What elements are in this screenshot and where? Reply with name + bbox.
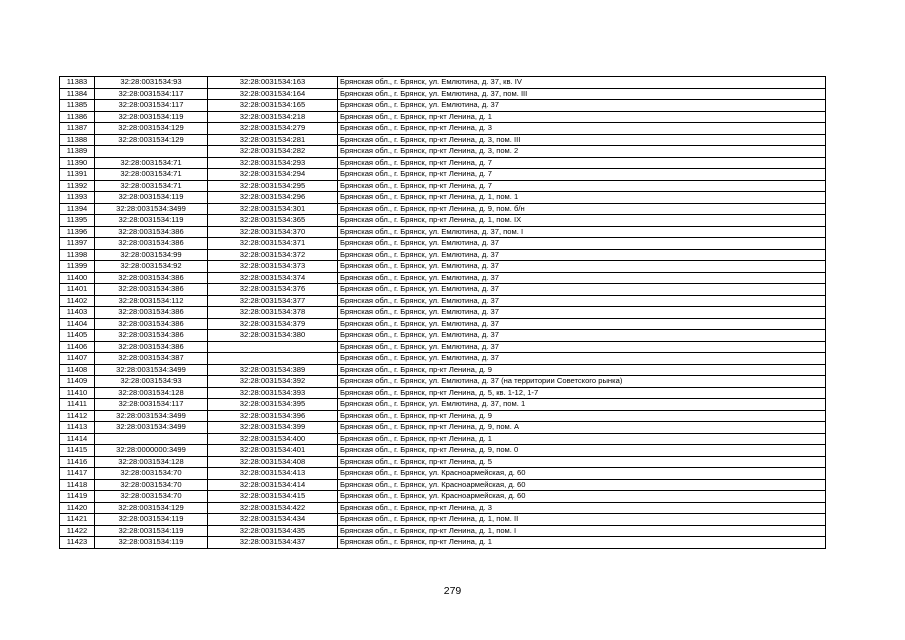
object-cadastral-number-cell: 32:28:0031534:408 <box>208 456 338 468</box>
table-row <box>60 295 826 307</box>
row-number-cell: 11395 <box>60 215 95 227</box>
row-number-cell: 11416 <box>60 456 95 468</box>
row-number-cell: 11401 <box>60 284 95 296</box>
table-row <box>60 399 826 411</box>
parent-cadastral-number-cell: 32:28:0031534:99 <box>95 249 208 261</box>
object-cadastral-number-cell: 32:28:0031534:395 <box>208 399 338 411</box>
table-row <box>60 433 826 445</box>
address-cell: Брянская обл., г. Брянск, пр-кт Ленина, д. 9, пом. 0 <box>338 445 826 457</box>
object-cadastral-number-cell: 32:28:0031534:282 <box>208 146 338 158</box>
row-number-cell: 11408 <box>60 364 95 376</box>
parent-cadastral-number-cell: 32:28:0031534:70 <box>95 491 208 503</box>
table-row <box>60 146 826 158</box>
object-cadastral-number-cell: 32:28:0031534:163 <box>208 77 338 89</box>
table-row <box>60 502 826 514</box>
parent-cadastral-number-cell: 32:28:0031534:386 <box>95 226 208 238</box>
table-row <box>60 468 826 480</box>
row-number-cell: 11407 <box>60 353 95 365</box>
table-row <box>60 364 826 376</box>
parent-cadastral-number-cell: 32:28:0031534:93 <box>95 77 208 89</box>
parent-cadastral-number-cell: 32:28:0031534:129 <box>95 134 208 146</box>
row-number-cell: 11418 <box>60 479 95 491</box>
table-row <box>60 422 826 434</box>
address-cell: Брянская обл., г. Брянск, ул. Емлютина, д. 37 (на территории Советского рынка) <box>338 376 826 388</box>
row-number-cell: 11391 <box>60 169 95 181</box>
table-row <box>60 284 826 296</box>
address-cell: Брянская обл., г. Брянск, пр-кт Ленина, д. 9 <box>338 410 826 422</box>
address-cell: Брянская обл., г. Брянск, ул. Емлютина, д. 37, пом. I <box>338 226 826 238</box>
parent-cadastral-number-cell: 32:28:0031534:386 <box>95 238 208 250</box>
row-number-cell: 11399 <box>60 261 95 273</box>
address-cell: Брянская обл., г. Брянск, ул. Емлютина, д. 37 <box>338 272 826 284</box>
address-cell: Брянская обл., г. Брянск, ул. Емлютина, д. 37 <box>338 341 826 353</box>
parent-cadastral-number-cell: 32:28:0031534:3499 <box>95 422 208 434</box>
parent-cadastral-number-cell: 32:28:0031534:3499 <box>95 410 208 422</box>
parent-cadastral-number-cell: 32:28:0031534:3499 <box>95 364 208 376</box>
object-cadastral-number-cell: 32:28:0031534:396 <box>208 410 338 422</box>
address-cell: Брянская обл., г. Брянск, ул. Красноармейская, д. 60 <box>338 479 826 491</box>
row-number-cell: 11387 <box>60 123 95 135</box>
object-cadastral-number-cell: 32:28:0031534:415 <box>208 491 338 503</box>
parent-cadastral-number-cell: 32:28:0031534:129 <box>95 123 208 135</box>
object-cadastral-number-cell: 32:28:0031534:281 <box>208 134 338 146</box>
object-cadastral-number-cell: 32:28:0031534:413 <box>208 468 338 480</box>
object-cadastral-number-cell: 32:28:0031534:380 <box>208 330 338 342</box>
address-cell: Брянская обл., г. Брянск, пр-кт Ленина, д. 1, пом. II <box>338 514 826 526</box>
parent-cadastral-number-cell: 32:28:0031534:71 <box>95 157 208 169</box>
object-cadastral-number-cell: 32:28:0031534:218 <box>208 111 338 123</box>
row-number-cell: 11400 <box>60 272 95 284</box>
parent-cadastral-number-cell: 32:28:0031534:3499 <box>95 203 208 215</box>
address-cell: Брянская обл., г. Брянск, пр-кт Ленина, д. 3, пом. 2 <box>338 146 826 158</box>
table-row <box>60 456 826 468</box>
row-number-cell: 11404 <box>60 318 95 330</box>
row-number-cell: 11402 <box>60 295 95 307</box>
table-row <box>60 537 826 549</box>
parent-cadastral-number-cell: 32:28:0031534:128 <box>95 387 208 399</box>
row-number-cell: 11384 <box>60 88 95 100</box>
table-row <box>60 341 826 353</box>
object-cadastral-number-cell: 32:28:0031534:378 <box>208 307 338 319</box>
parent-cadastral-number-cell: 32:28:0031534:386 <box>95 272 208 284</box>
object-cadastral-number-cell <box>208 353 338 365</box>
parent-cadastral-number-cell <box>95 146 208 158</box>
address-cell: Брянская обл., г. Брянск, пр-кт Ленина, д. 3, пом. III <box>338 134 826 146</box>
address-cell: Брянская обл., г. Брянск, пр-кт Ленина, д. 9, пом. б/н <box>338 203 826 215</box>
parent-cadastral-number-cell: 32:28:0031534:119 <box>95 514 208 526</box>
row-number-cell: 11388 <box>60 134 95 146</box>
row-number-cell: 11393 <box>60 192 95 204</box>
parent-cadastral-number-cell: 32:28:0031534:386 <box>95 284 208 296</box>
table-row <box>60 353 826 365</box>
row-number-cell: 11417 <box>60 468 95 480</box>
table-row <box>60 215 826 227</box>
address-cell: Брянская обл., г. Брянск, ул. Емлютина, д. 37 <box>338 249 826 261</box>
address-cell: Брянская обл., г. Брянск, ул. Емлютина, д. 37 <box>338 261 826 273</box>
address-cell: Брянская обл., г. Брянск, пр-кт Ленина, д. 1, пом. I <box>338 525 826 537</box>
parent-cadastral-number-cell: 32:28:0031534:117 <box>95 399 208 411</box>
table-row <box>60 261 826 273</box>
table-row <box>60 123 826 135</box>
address-cell: Брянская обл., г. Брянск, ул. Емлютина, д. 37 <box>338 318 826 330</box>
table-row <box>60 445 826 457</box>
address-cell: Брянская обл., г. Брянск, пр-кт Ленина, д. 7 <box>338 157 826 169</box>
parent-cadastral-number-cell: 32:28:0031534:129 <box>95 502 208 514</box>
object-cadastral-number-cell: 32:28:0031534:296 <box>208 192 338 204</box>
row-number-cell: 11410 <box>60 387 95 399</box>
parent-cadastral-number-cell: 32:28:0031534:71 <box>95 169 208 181</box>
row-number-cell: 11414 <box>60 433 95 445</box>
table-row <box>60 203 826 215</box>
table-row <box>60 157 826 169</box>
parent-cadastral-number-cell: 32:28:0031534:386 <box>95 330 208 342</box>
property-table <box>59 76 826 549</box>
address-cell: Брянская обл., г. Брянск, ул. Емлютина, д. 37 <box>338 307 826 319</box>
object-cadastral-number-cell: 32:28:0031534:370 <box>208 226 338 238</box>
address-cell: Брянская обл., г. Брянск, пр-кт Ленина, д. 5 <box>338 456 826 468</box>
address-cell: Брянская обл., г. Брянск, пр-кт Ленина, д. 1 <box>338 433 826 445</box>
object-cadastral-number-cell: 32:28:0031534:393 <box>208 387 338 399</box>
object-cadastral-number-cell: 32:28:0031534:294 <box>208 169 338 181</box>
row-number-cell: 11390 <box>60 157 95 169</box>
object-cadastral-number-cell: 32:28:0031534:414 <box>208 479 338 491</box>
object-cadastral-number-cell: 32:28:0031534:435 <box>208 525 338 537</box>
row-number-cell: 11383 <box>60 77 95 89</box>
object-cadastral-number-cell: 32:28:0031534:301 <box>208 203 338 215</box>
address-cell: Брянская обл., г. Брянск, пр-кт Ленина, д. 3 <box>338 502 826 514</box>
parent-cadastral-number-cell: 32:28:0031534:119 <box>95 537 208 549</box>
address-cell: Брянская обл., г. Брянск, ул. Емлютина, д. 37 <box>338 330 826 342</box>
parent-cadastral-number-cell: 32:28:0031534:70 <box>95 479 208 491</box>
parent-cadastral-number-cell: 32:28:0031534:128 <box>95 456 208 468</box>
address-cell: Брянская обл., г. Брянск, пр-кт Ленина, д. 9, пом. А <box>338 422 826 434</box>
table-row <box>60 192 826 204</box>
address-cell: Брянская обл., г. Брянск, ул. Емлютина, д. 37 <box>338 284 826 296</box>
table-row <box>60 100 826 112</box>
address-cell: Брянская обл., г. Брянск, пр-кт Ленина, д. 1 <box>338 111 826 123</box>
table-row <box>60 88 826 100</box>
address-cell: Брянская обл., г. Брянск, пр-кт Ленина, д. 5, кв. 1-12, 1-7 <box>338 387 826 399</box>
address-cell: Брянская обл., г. Брянск, пр-кт Ленина, д. 7 <box>338 180 826 192</box>
object-cadastral-number-cell: 32:28:0031534:365 <box>208 215 338 227</box>
row-number-cell: 11397 <box>60 238 95 250</box>
address-cell: Брянская обл., г. Брянск, пр-кт Ленина, д. 9 <box>338 364 826 376</box>
parent-cadastral-number-cell: 32:28:0031534:117 <box>95 88 208 100</box>
object-cadastral-number-cell: 32:28:0031534:437 <box>208 537 338 549</box>
address-cell: Брянская обл., г. Брянск, пр-кт Ленина, д. 1, пом. IX <box>338 215 826 227</box>
table-row <box>60 410 826 422</box>
table-row <box>60 77 826 89</box>
table-row <box>60 180 826 192</box>
object-cadastral-number-cell: 32:28:0031534:374 <box>208 272 338 284</box>
row-number-cell: 11421 <box>60 514 95 526</box>
address-cell: Брянская обл., г. Брянск, пр-кт Ленина, д. 3 <box>338 123 826 135</box>
row-number-cell: 11392 <box>60 180 95 192</box>
address-cell: Брянская обл., г. Брянск, пр-кт Ленина, д. 7 <box>338 169 826 181</box>
table-row <box>60 272 826 284</box>
address-cell: Брянская обл., г. Брянск, ул. Емлютина, д. 37, кв. IV <box>338 77 826 89</box>
table-row <box>60 249 826 261</box>
address-cell: Брянская обл., г. Брянск, ул. Емлютина, д. 37, пом. 1 <box>338 399 826 411</box>
row-number-cell: 11389 <box>60 146 95 158</box>
row-number-cell: 11406 <box>60 341 95 353</box>
object-cadastral-number-cell: 32:28:0031534:279 <box>208 123 338 135</box>
row-number-cell: 11415 <box>60 445 95 457</box>
row-number-cell: 11411 <box>60 399 95 411</box>
row-number-cell: 11420 <box>60 502 95 514</box>
parent-cadastral-number-cell: 32:28:0031534:112 <box>95 295 208 307</box>
object-cadastral-number-cell: 32:28:0031534:401 <box>208 445 338 457</box>
table-body <box>60 77 826 549</box>
table-row <box>60 238 826 250</box>
object-cadastral-number-cell: 32:28:0031534:399 <box>208 422 338 434</box>
table-row <box>60 514 826 526</box>
parent-cadastral-number-cell: 32:28:0031534:117 <box>95 100 208 112</box>
table-row <box>60 479 826 491</box>
row-number-cell: 11396 <box>60 226 95 238</box>
object-cadastral-number-cell: 32:28:0031534:400 <box>208 433 338 445</box>
row-number-cell: 11403 <box>60 307 95 319</box>
row-number-cell: 11422 <box>60 525 95 537</box>
table-row <box>60 169 826 181</box>
object-cadastral-number-cell: 32:28:0031534:377 <box>208 295 338 307</box>
parent-cadastral-number-cell: 32:28:0031534:119 <box>95 525 208 537</box>
address-cell: Брянская обл., г. Брянск, ул. Емлютина, д. 37 <box>338 100 826 112</box>
object-cadastral-number-cell: 32:28:0031534:376 <box>208 284 338 296</box>
parent-cadastral-number-cell: 32:28:0031534:386 <box>95 318 208 330</box>
table-row <box>60 307 826 319</box>
parent-cadastral-number-cell: 32:28:0031534:92 <box>95 261 208 273</box>
table-row <box>60 387 826 399</box>
address-cell: Брянская обл., г. Брянск, ул. Красноармейская, д. 60 <box>338 491 826 503</box>
table-row <box>60 318 826 330</box>
address-cell: Брянская обл., г. Брянск, ул. Емлютина, д. 37 <box>338 295 826 307</box>
table-row <box>60 330 826 342</box>
parent-cadastral-number-cell: 32:28:0031534:93 <box>95 376 208 388</box>
parent-cadastral-number-cell: 32:28:0031534:119 <box>95 215 208 227</box>
object-cadastral-number-cell <box>208 341 338 353</box>
address-cell: Брянская обл., г. Брянск, пр-кт Ленина, д. 1 <box>338 537 826 549</box>
parent-cadastral-number-cell: 32:28:0031534:386 <box>95 307 208 319</box>
object-cadastral-number-cell: 32:28:0031534:295 <box>208 180 338 192</box>
row-number-cell: 11423 <box>60 537 95 549</box>
object-cadastral-number-cell: 32:28:0031534:164 <box>208 88 338 100</box>
table-row <box>60 491 826 503</box>
parent-cadastral-number-cell: 32:28:0031534:387 <box>95 353 208 365</box>
table-row <box>60 134 826 146</box>
table-row <box>60 226 826 238</box>
object-cadastral-number-cell: 32:28:0031534:379 <box>208 318 338 330</box>
object-cadastral-number-cell: 32:28:0031534:392 <box>208 376 338 388</box>
page-number: 279 <box>443 585 462 597</box>
table-row <box>60 376 826 388</box>
table-row <box>60 525 826 537</box>
address-cell: Брянская обл., г. Брянск, пр-кт Ленина, д. 1, пом. 1 <box>338 192 826 204</box>
object-cadastral-number-cell: 32:28:0031534:372 <box>208 249 338 261</box>
parent-cadastral-number-cell: 32:28:0000000:3499 <box>95 445 208 457</box>
address-cell: Брянская обл., г. Брянск, ул. Красноармейская, д. 60 <box>338 468 826 480</box>
row-number-cell: 11386 <box>60 111 95 123</box>
parent-cadastral-number-cell <box>95 433 208 445</box>
object-cadastral-number-cell: 32:28:0031534:422 <box>208 502 338 514</box>
parent-cadastral-number-cell: 32:28:0031534:119 <box>95 111 208 123</box>
parent-cadastral-number-cell: 32:28:0031534:386 <box>95 341 208 353</box>
address-cell: Брянская обл., г. Брянск, ул. Емлютина, д. 37 <box>338 238 826 250</box>
object-cadastral-number-cell: 32:28:0031534:389 <box>208 364 338 376</box>
object-cadastral-number-cell: 32:28:0031534:371 <box>208 238 338 250</box>
table-row <box>60 111 826 123</box>
address-cell: Брянская обл., г. Брянск, ул. Емлютина, д. 37, пом. III <box>338 88 826 100</box>
row-number-cell: 11385 <box>60 100 95 112</box>
object-cadastral-number-cell: 32:28:0031534:373 <box>208 261 338 273</box>
object-cadastral-number-cell: 32:28:0031534:293 <box>208 157 338 169</box>
row-number-cell: 11419 <box>60 491 95 503</box>
row-number-cell: 11413 <box>60 422 95 434</box>
row-number-cell: 11409 <box>60 376 95 388</box>
row-number-cell: 11394 <box>60 203 95 215</box>
parent-cadastral-number-cell: 32:28:0031534:71 <box>95 180 208 192</box>
parent-cadastral-number-cell: 32:28:0031534:119 <box>95 192 208 204</box>
address-cell: Брянская обл., г. Брянск, ул. Емлютина, д. 37 <box>338 353 826 365</box>
row-number-cell: 11405 <box>60 330 95 342</box>
object-cadastral-number-cell: 32:28:0031534:165 <box>208 100 338 112</box>
row-number-cell: 11398 <box>60 249 95 261</box>
object-cadastral-number-cell: 32:28:0031534:434 <box>208 514 338 526</box>
parent-cadastral-number-cell: 32:28:0031534:70 <box>95 468 208 480</box>
row-number-cell: 11412 <box>60 410 95 422</box>
